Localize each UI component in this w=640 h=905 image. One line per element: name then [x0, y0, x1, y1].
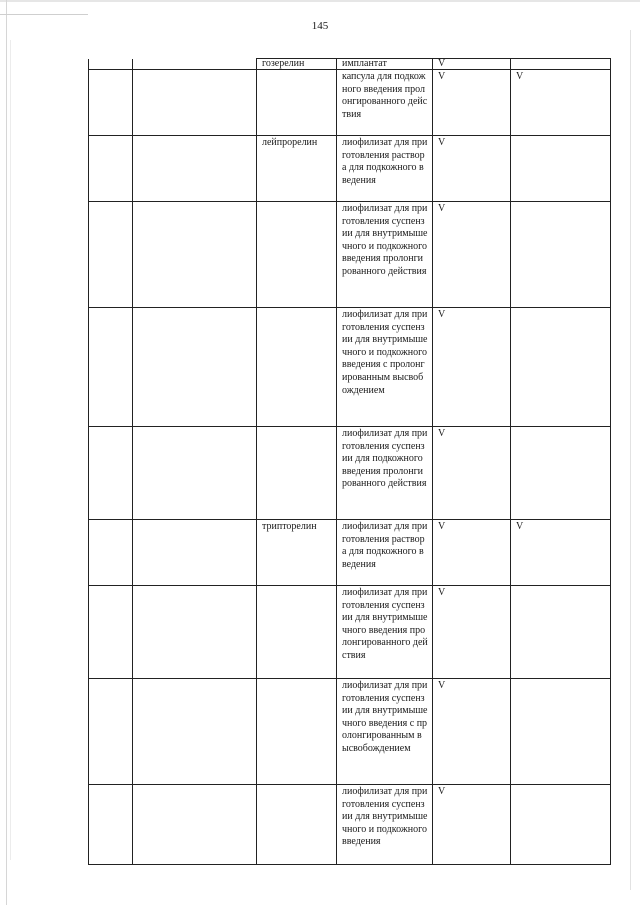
mark-cell-1: V [433, 70, 511, 136]
mark-cell-1: V [433, 520, 511, 586]
mark-cell-1: V [433, 59, 511, 70]
dosage-form-cell: имплантат [337, 59, 433, 70]
mark-cell-2 [511, 785, 611, 865]
drug-name-cell: лейпрорелин [257, 136, 337, 202]
page-number: 145 [311, 20, 329, 32]
table-row [89, 70, 611, 136]
group-cell [133, 520, 257, 586]
group-cell [133, 308, 257, 427]
code-cell [89, 136, 133, 202]
drug-name-cell [257, 202, 337, 308]
mark-cell-2 [511, 308, 611, 427]
mark-cell-2 [511, 136, 611, 202]
code-cell [89, 59, 133, 70]
mark-cell-1: V [433, 785, 511, 865]
code-cell [89, 679, 133, 785]
dosage-form-cell: лиофилизат для приготовления суспензии для внутримышечного и подкожного введения [337, 785, 433, 865]
code-cell [89, 202, 133, 308]
mark-cell-2 [511, 679, 611, 785]
mark-cell-1: V [433, 679, 511, 785]
drug-name-cell [257, 308, 337, 427]
code-cell [89, 427, 133, 520]
table-row [89, 520, 611, 586]
scan-edge-left [6, 0, 7, 905]
mark-cell-1: V [433, 136, 511, 202]
dosage-form-cell: лиофилизат для приготовления суспензии для внутримышечного и подкожного введения с пролонгированным высвобождением [337, 308, 433, 427]
group-cell [133, 785, 257, 865]
drug-name-cell [257, 785, 337, 865]
drug-name-cell: трипторелин [257, 520, 337, 586]
table-row [89, 59, 611, 70]
group-cell [133, 427, 257, 520]
mark-cell-2: V [511, 520, 611, 586]
scan-edge-right [630, 30, 631, 890]
table-row [89, 679, 611, 785]
mark-cell-2: V [511, 70, 611, 136]
dosage-form-cell: лиофилизат для приготовления суспензии для внутримышечного и подкожного введения пролонгированного действия [337, 202, 433, 308]
scan-edge-top [0, 0, 640, 2]
drug-name-cell: гозерелин [257, 59, 337, 70]
mark-cell-2 [511, 202, 611, 308]
drug-name-cell [257, 679, 337, 785]
dosage-form-cell: лиофилизат для приготовления раствора для подкожного введения [337, 520, 433, 586]
mark-cell-1: V [433, 427, 511, 520]
table-row [89, 136, 611, 202]
mark-cell-1: V [433, 202, 511, 308]
mark-cell-1: V [433, 308, 511, 427]
dosage-form-cell: капсула для подкожного введения пролонгированного действия [337, 70, 433, 136]
code-cell [89, 70, 133, 136]
table-row [89, 785, 611, 865]
dosage-form-cell: лиофилизат для приготовления раствора для подкожного введения [337, 136, 433, 202]
code-cell [89, 785, 133, 865]
dosage-form-cell: лиофилизат для приготовления суспензии для внутримышечного введения с пролонгированным высвобождением [337, 679, 433, 785]
group-cell [133, 136, 257, 202]
code-cell [89, 520, 133, 586]
group-cell [133, 70, 257, 136]
drug-name-cell [257, 427, 337, 520]
table-row [89, 586, 611, 679]
mark-cell-2 [511, 427, 611, 520]
drug-name-cell [257, 70, 337, 136]
dosage-form-cell: лиофилизат для приготовления суспензии для подкожного введения пролонгированного действия [337, 427, 433, 520]
table-row [89, 308, 611, 427]
scan-corner-mark [0, 0, 88, 15]
formulary-table [88, 58, 611, 865]
dosage-form-cell: лиофилизат для приготовления суспензии для внутримышечного введения пролонгированного действия [337, 586, 433, 679]
drug-name-cell [257, 586, 337, 679]
table-row [89, 202, 611, 308]
code-cell [89, 308, 133, 427]
mark-cell-2 [511, 59, 611, 70]
table-row [89, 427, 611, 520]
group-cell [133, 202, 257, 308]
group-cell [133, 59, 257, 70]
scan-edge-left-inner [10, 40, 11, 860]
mark-cell-2 [511, 586, 611, 679]
mark-cell-1: V [433, 586, 511, 679]
group-cell [133, 679, 257, 785]
group-cell [133, 586, 257, 679]
code-cell [89, 586, 133, 679]
